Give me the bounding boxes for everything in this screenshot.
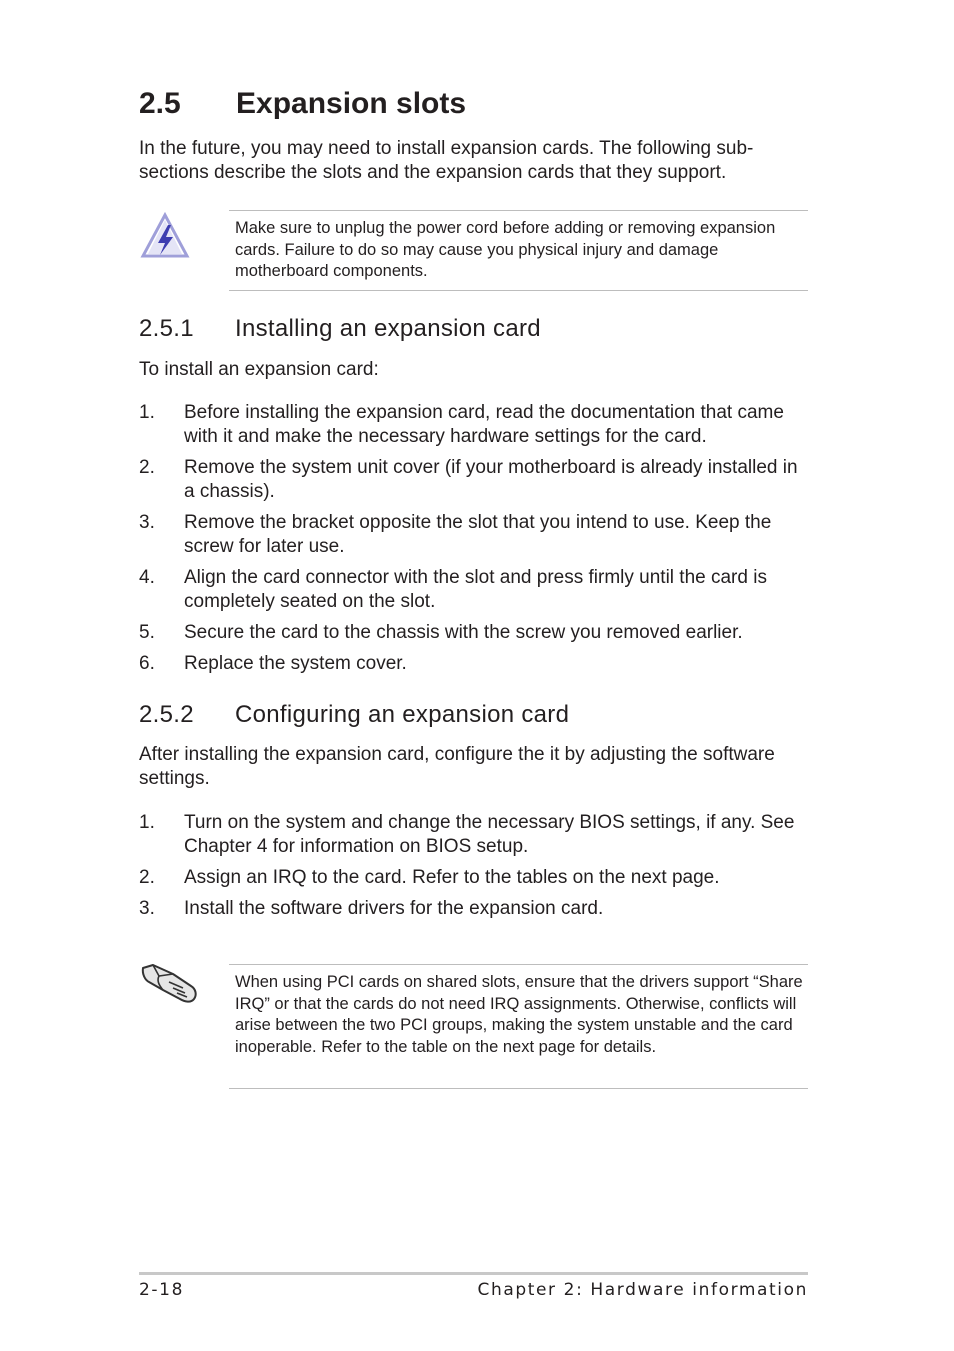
section-title: Expansion slots	[236, 87, 467, 120]
list-item	[139, 511, 811, 559]
step-text: Assign an IRQ to the card. Refer to the tables on the next page.	[184, 867, 720, 888]
configure-steps	[139, 811, 811, 928]
step-number: 3.	[139, 898, 155, 919]
shared-irq-note: When using PCI cards on shared slots, ensure that the drivers support “Share IRQ” or that the cards do not need IRQ assignments. Otherwise, conflicts will arise between the two PCI groups, making the system unstable and the card inoperable. Refer to the table on the next page for details.	[229, 964, 808, 1089]
step-text: Secure the card to the chassis with the screw you removed earlier.	[184, 622, 743, 643]
list-item	[139, 401, 811, 449]
hand-note-icon	[139, 960, 201, 1011]
step-number: 1.	[139, 812, 155, 833]
step-text: Remove the bracket opposite the slot that you intend to use. Keep the screw for later use.	[184, 512, 772, 557]
intro-paragraph: In the future, you may need to install expansion cards. The following sub-sections describe the slots and the expansion cards that they support.	[139, 138, 754, 183]
list-item	[139, 621, 811, 645]
step-number: 2.	[139, 457, 155, 478]
footer-divider	[139, 1272, 808, 1275]
page-number: 2-18	[139, 1280, 184, 1300]
warning-note: Make sure to unplug the power cord before adding or removing expansion cards. Failure to do so may cause you physical injury and damage motherboard components.	[229, 210, 808, 291]
step-text: Install the software drivers for the expansion card.	[184, 898, 604, 919]
list-item	[139, 811, 811, 859]
chapter-title: Chapter 2: Hardware information	[477, 1280, 808, 1300]
step-number: 5.	[139, 622, 155, 643]
list-item	[139, 456, 811, 504]
subsection-title: Configuring an expansion card	[235, 701, 570, 728]
page-title	[139, 84, 466, 124]
section-number: 2.5	[139, 87, 181, 120]
configure-lead: After installing the expansion card, configure the it by adjusting the software settings.	[139, 744, 775, 789]
subsection-title: Installing an expansion card	[235, 315, 541, 342]
subsection-number: 2.5.2	[139, 701, 194, 728]
step-number: 2.	[139, 867, 155, 888]
subsection-heading-2	[139, 700, 569, 730]
subsection-heading-1	[139, 314, 541, 344]
step-text: Replace the system cover.	[184, 653, 407, 674]
warning-icon	[139, 211, 191, 266]
step-number: 4.	[139, 567, 155, 588]
list-item	[139, 897, 811, 921]
step-number: 3.	[139, 512, 155, 533]
list-item	[139, 566, 811, 614]
step-text: Align the card connector with the slot and press firmly until the card is completely seated on the slot.	[184, 567, 767, 612]
list-item	[139, 866, 811, 890]
step-number: 1.	[139, 402, 155, 423]
step-text: Remove the system unit cover (if your motherboard is already installed in a chassis).	[184, 457, 798, 502]
subsection-number: 2.5.1	[139, 315, 194, 342]
list-item	[139, 652, 811, 676]
step-text: Before installing the expansion card, read the documentation that came with it and make the necessary hardware settings for the card.	[184, 402, 784, 447]
install-lead: To install an expansion card:	[139, 359, 379, 380]
step-text: Turn on the system and change the necessary BIOS settings, if any. See Chapter 4 for information on BIOS setup.	[184, 812, 795, 857]
step-number: 6.	[139, 653, 155, 674]
install-steps	[139, 401, 811, 683]
